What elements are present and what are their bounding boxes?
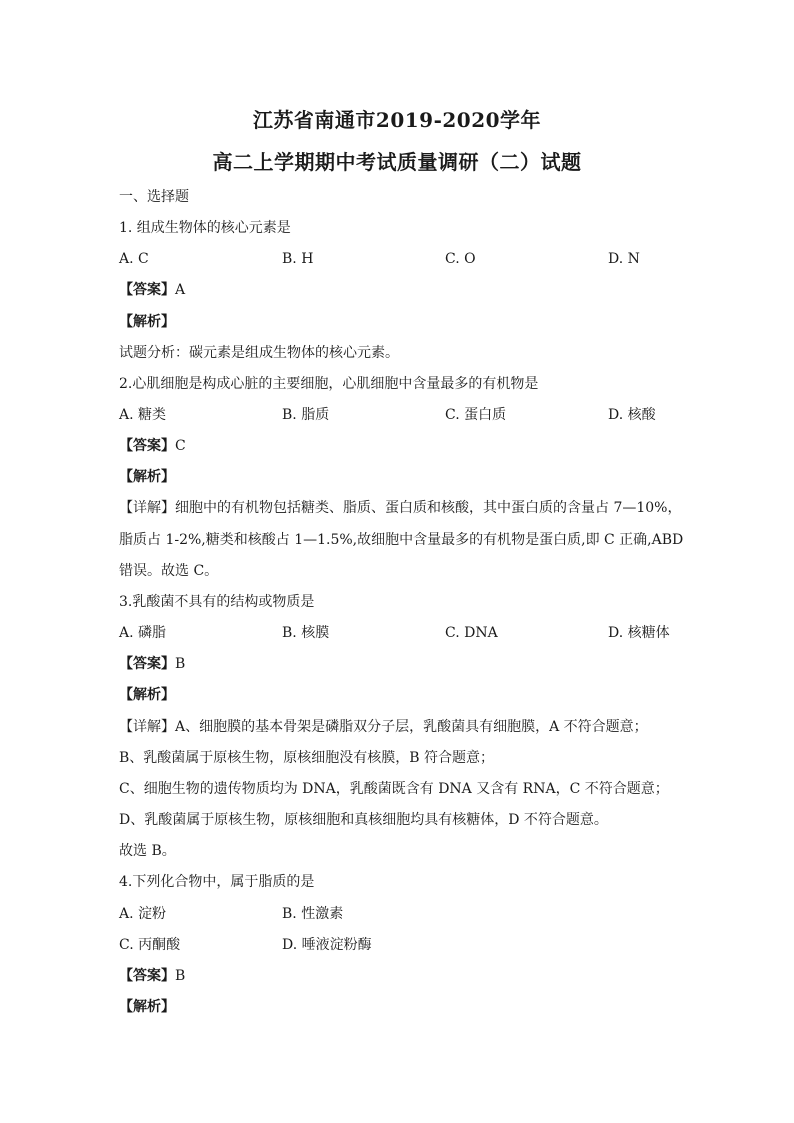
section-heading: 一、选择题 <box>119 189 189 205</box>
answer-value: B <box>175 968 186 984</box>
question-3-option-a: A. 磷脂 <box>119 625 167 641</box>
answer-label: 【答案】 <box>119 438 175 454</box>
question-4-options-row1 <box>119 904 679 924</box>
question-2-option-b: B. 脂质 <box>282 407 330 423</box>
answer-value: B <box>175 656 186 672</box>
question-2-stem: 2.心肌细胞是构成心脏的主要细胞，心肌细胞中含量最多的有机物是 <box>119 376 539 392</box>
question-2-answer <box>119 436 186 456</box>
question-4-option-d: D. 唾液淀粉酶 <box>282 937 372 953</box>
question-2-option-a: A. 糖类 <box>119 407 167 423</box>
question-4-answer <box>119 966 185 986</box>
question-2-explanation-line: 错误。故选 C。 <box>119 563 219 579</box>
document-title-line2: 高二上学期期中考试质量调研（二）试题 <box>212 150 582 174</box>
question-3-option-d: D. 核糖体 <box>608 625 670 641</box>
question-3-option-b: B. 核膜 <box>282 625 330 641</box>
question-3-answer <box>119 654 185 674</box>
question-2-explanation-line: 脂质占 1-2%,糖类和核酸占 1—1.5%,故细胞中含量最多的有机物是蛋白质,即 C 正确,ABD <box>119 532 684 548</box>
question-4-option-c: C. 丙酮酸 <box>119 937 181 953</box>
question-2-analysis-label: 【解析】 <box>119 469 175 485</box>
question-2-option-c: C. 蛋白质 <box>445 407 507 423</box>
document-title-line1: 江苏省南通市2019-2020学年 <box>252 108 542 132</box>
question-3-explanation-line: 【详解】A、细胞膜的基本骨架是磷脂双分子层，乳酸菌具有细胞膜，A 不符合题意； <box>119 719 648 735</box>
answer-label: 【答案】 <box>119 656 175 672</box>
question-1-option-c: C. O <box>445 251 476 267</box>
question-3-explanation-line: B、乳酸菌属于原核生物，原核细胞没有核膜，B 符合题意； <box>119 750 495 766</box>
question-3-explanation-line: 故选 B。 <box>119 843 176 859</box>
answer-label: 【答案】 <box>119 282 175 298</box>
question-4-option-b: B. 性激素 <box>282 906 344 922</box>
answer-value: A <box>175 282 186 298</box>
question-4-stem: 4.下列化合物中，属于脂质的是 <box>119 874 315 890</box>
question-3-options <box>119 623 679 643</box>
question-3-option-c: C. DNA <box>445 625 498 641</box>
question-2-option-d: D. 核酸 <box>608 407 656 423</box>
question-4-options-row2 <box>119 935 679 955</box>
question-1-analysis-label: 【解析】 <box>119 314 175 330</box>
question-2-options <box>119 405 679 425</box>
answer-label: 【答案】 <box>119 968 175 984</box>
question-3-explanation-line: D、乳酸菌属于原核生物，原核细胞和真核细胞均具有核糖体，D 不符合题意。 <box>119 812 608 828</box>
question-1-option-a: A. C <box>119 251 149 267</box>
question-4-analysis-label: 【解析】 <box>119 999 175 1015</box>
question-3-explanation-line: C、细胞生物的遗传物质均为 DNA，乳酸菌既含有 DNA 又含有 RNA，C 不符合题意； <box>119 781 669 797</box>
answer-value: C <box>175 438 186 454</box>
question-2-explanation-line: 【详解】细胞中的有机物包括糖类、脂质、蛋白质和核酸，其中蛋白质的含量占 7—10%， <box>119 500 682 516</box>
question-3-analysis-label: 【解析】 <box>119 687 175 703</box>
question-1-option-b: B. H <box>282 251 314 267</box>
question-1-options <box>119 249 679 269</box>
question-1-stem: 1. 组成生物体的核心元素是 <box>119 220 291 236</box>
question-4-option-a: A. 淀粉 <box>119 906 167 922</box>
question-3-stem: 3.乳酸菌不具有的结构或物质是 <box>119 594 315 610</box>
question-1-option-d: D. N <box>608 251 640 267</box>
question-1-answer <box>119 280 185 300</box>
question-1-explanation-line: 试题分析：碳元素是组成生物体的核心元素。 <box>119 345 399 361</box>
